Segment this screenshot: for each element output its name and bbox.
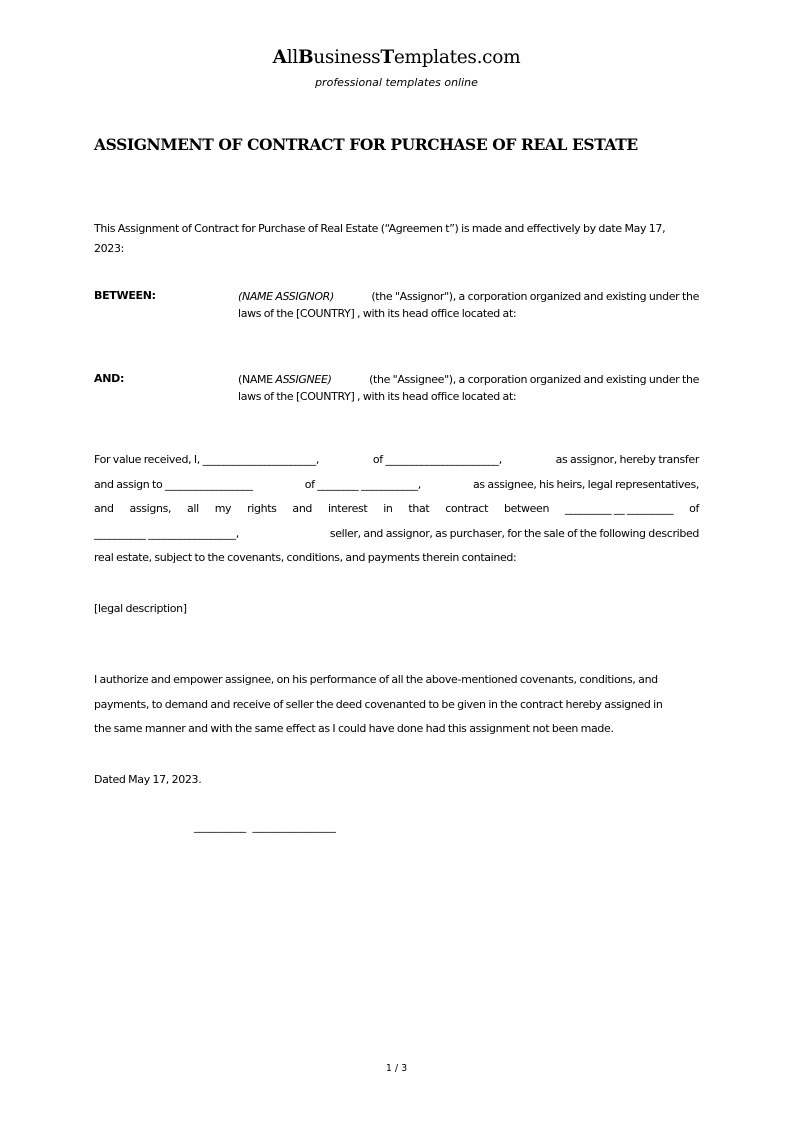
brand-logo[interactable]: [0, 47, 793, 68]
assignee-description: (the "Assignee"), a corporation organized and existing under the: [369, 373, 699, 386]
and-party: [238, 371, 699, 405]
authorize-text: I authorize and empower assignee, on his performance of all the above-mentioned covenants, conditions, and: [94, 673, 658, 686]
value-word: and: [94, 502, 114, 515]
value-word: that: [408, 502, 430, 515]
and-line-1: [238, 371, 699, 388]
value-word: between: [503, 502, 550, 515]
value-word: interest: [327, 502, 368, 515]
logo-text: usiness: [313, 47, 381, 68]
assignor-description: (the "Assignor"), a corporation organized and existing under the: [371, 290, 699, 303]
logo-letter: T: [380, 47, 394, 68]
value-fragment: seller, and assignor, as purchaser, for the sale of the following described: [329, 526, 699, 540]
value-word: in: [383, 502, 393, 515]
value-fragment: as assignor, hereby transfer: [555, 453, 699, 466]
logo-letter: A: [272, 47, 287, 68]
intro-line-1: [94, 219, 699, 239]
value-word: rights: [247, 502, 277, 515]
and-line-2: laws of the [COUNTRY] , with its head office located at:: [238, 390, 517, 403]
value-line-1: [94, 448, 699, 473]
value-fragment: of ______________________,: [372, 453, 502, 466]
authorize-text: payments, to demand and receive of seller the deed covenanted to be given in the contract hereby assigned in: [94, 697, 663, 711]
value-word: my: [214, 502, 232, 515]
value-word: all: [187, 502, 199, 515]
and-label: AND:: [94, 372, 125, 385]
value-fragment: __________ _________________,: [94, 526, 239, 540]
value-word: and: [292, 502, 313, 515]
between-party: [238, 288, 699, 322]
intro-paragraph: [94, 219, 699, 259]
between-label: BETWEEN:: [94, 289, 156, 302]
authorize-line-1: [94, 668, 699, 693]
logo-letter: B: [297, 47, 314, 68]
logo-text: ll: [286, 47, 298, 68]
intro-text: This Assignment of Contract for Purchase of Real Estate (“Agreemen t”) is made and effectively by date May 17,: [94, 222, 666, 235]
value-word: of: [689, 502, 699, 515]
logo-text: emplates.com: [393, 47, 521, 68]
value-line-5: real estate, subject to the covenants, conditions, and payments therein contained:: [94, 551, 517, 564]
brand-tagline: professional templates online: [315, 76, 478, 89]
value-word: assigns,: [129, 502, 172, 515]
authorize-paragraph: [94, 668, 699, 742]
value-fragment: and assign to _________________: [94, 477, 253, 491]
authorize-line-2: [94, 693, 699, 718]
value-line-3: [94, 497, 699, 522]
between-line-1: [238, 288, 699, 305]
value-line-2: [94, 473, 699, 498]
assignee-name-prefix: (NAME: [238, 373, 276, 386]
assignee-name: ASSIGNEE): [275, 373, 332, 386]
intro-line-2: 2023:: [94, 242, 124, 255]
assignor-name-placeholder: (NAME ASSIGNOR): [238, 290, 334, 303]
authorize-line-3: the same manner and with the same effect as I could have done had this assignment not been made.: [94, 722, 614, 735]
value-line-4: [94, 522, 699, 547]
dated-line: Dated May 17, 2023.: [94, 773, 202, 786]
value-received-paragraph: [94, 448, 699, 571]
between-line-2: laws of the [COUNTRY] , with its head office located at:: [238, 307, 517, 320]
signature-blank[interactable]: __________ ________________: [194, 820, 336, 833]
assignee-name-placeholder: [238, 371, 332, 388]
value-blank: _________ __ _________: [564, 502, 674, 515]
legal-description: [legal description]: [94, 602, 187, 615]
value-word: contract: [445, 502, 489, 515]
value-fragment: of ________ ___________,: [304, 477, 421, 491]
value-fragment: For value received, I, ______________________,: [94, 453, 320, 466]
value-fragment: as assignee, his heirs, legal representatives,: [473, 477, 699, 491]
document-title: ASSIGNMENT OF CONTRACT FOR PURCHASE OF REAL ESTATE: [94, 135, 638, 154]
page-indicator: 1 / 3: [385, 1063, 408, 1074]
